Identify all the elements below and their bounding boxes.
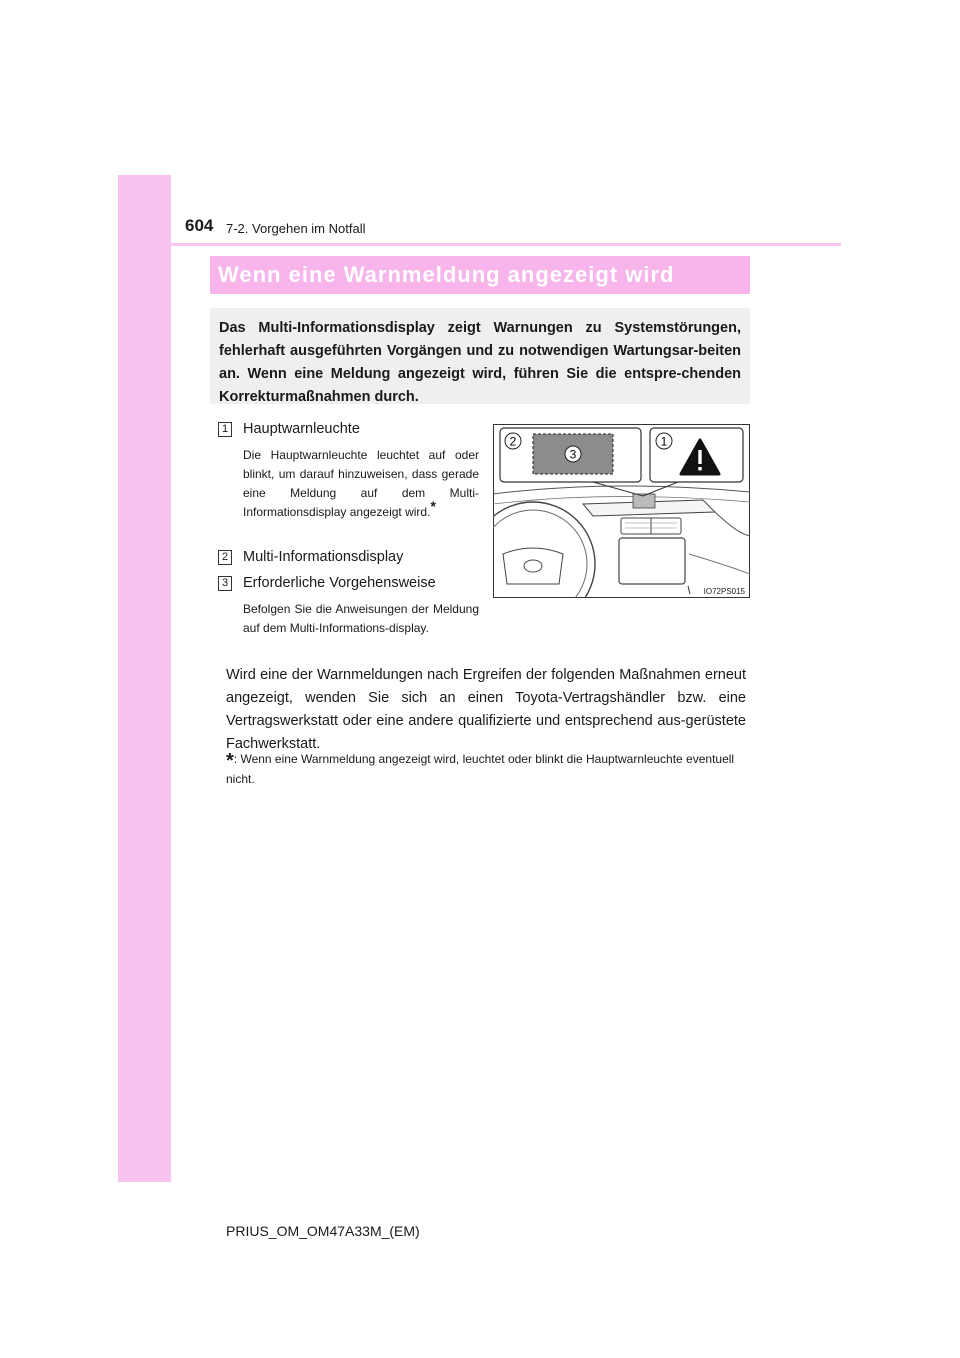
callout-1-label: 1 (660, 434, 668, 449)
footnote-mark: * (226, 750, 234, 772)
item-label-required-action: Erforderliche Vorgehensweise (243, 575, 436, 591)
footnote (226, 750, 746, 788)
document-code: PRIUS_OM_OM47A33M_(EM) (226, 1223, 420, 1239)
intro-text: Das Multi-Informationsdisplay zeigt Warnungen zu Systemstörungen, fehlerhaft ausgeführten Vorgängen und zu notwendigen Wartungsar-beiten an. Wenn eine Meldung angezeigt wird, führen Sie die entspre-chenden Korrekturmaßnahmen durch. (219, 320, 741, 405)
callout-2-label: 2 (509, 434, 517, 449)
item-number-2: 2 (218, 550, 232, 565)
item-description-text: Die Hauptwarnleuchte leuchtet auf oder blinkt, um darauf hinzuweisen, dass gerade eine Meldung auf dem Multi-Informationsdisplay angezeigt wird. (243, 448, 479, 519)
item-number-1: 1 (218, 422, 232, 437)
page-number: 604 (185, 216, 214, 235)
header-rule (118, 243, 841, 246)
side-color-band (118, 175, 171, 1182)
footnote-text: : Wenn eine Warnmeldung angezeigt wird, leuchtet oder blinkt die Hauptwarnleuchte eventuell nicht. (226, 752, 735, 786)
item-description-required-action: Befolgen Sie die Anweisungen der Meldung auf dem Multi-Informations-display. (243, 602, 479, 635)
item-label-multi-info-display: Multi-Informationsdisplay (243, 549, 404, 565)
section-title-bar (210, 256, 750, 294)
callout-3-label: 3 (569, 447, 577, 462)
intro-box (210, 308, 750, 404)
figure-code: IO72PS015 (703, 587, 745, 596)
item-description-warning-light (243, 446, 479, 522)
item-number-3: 3 (218, 576, 232, 591)
section-title: Wenn eine Warnmeldung angezeigt wird (218, 262, 675, 287)
item-label-warning-light: Hauptwarnleuchte (243, 421, 360, 437)
note-mark: * (430, 498, 436, 514)
section-reference: 7-2. Vorgehen im Notfall (226, 221, 366, 236)
dashboard-figure (493, 424, 750, 598)
body-paragraph: Wird eine der Warnmeldungen nach Ergreifen der folgenden Maßnahmen erneut angezeigt, wenden Sie sich an einen Toyota-Vertragshändler bzw. eine Vertragswerkstatt oder eine andere qualifizierte und entsprechend aus-gerüstete Fachwerkstatt. (226, 667, 746, 752)
